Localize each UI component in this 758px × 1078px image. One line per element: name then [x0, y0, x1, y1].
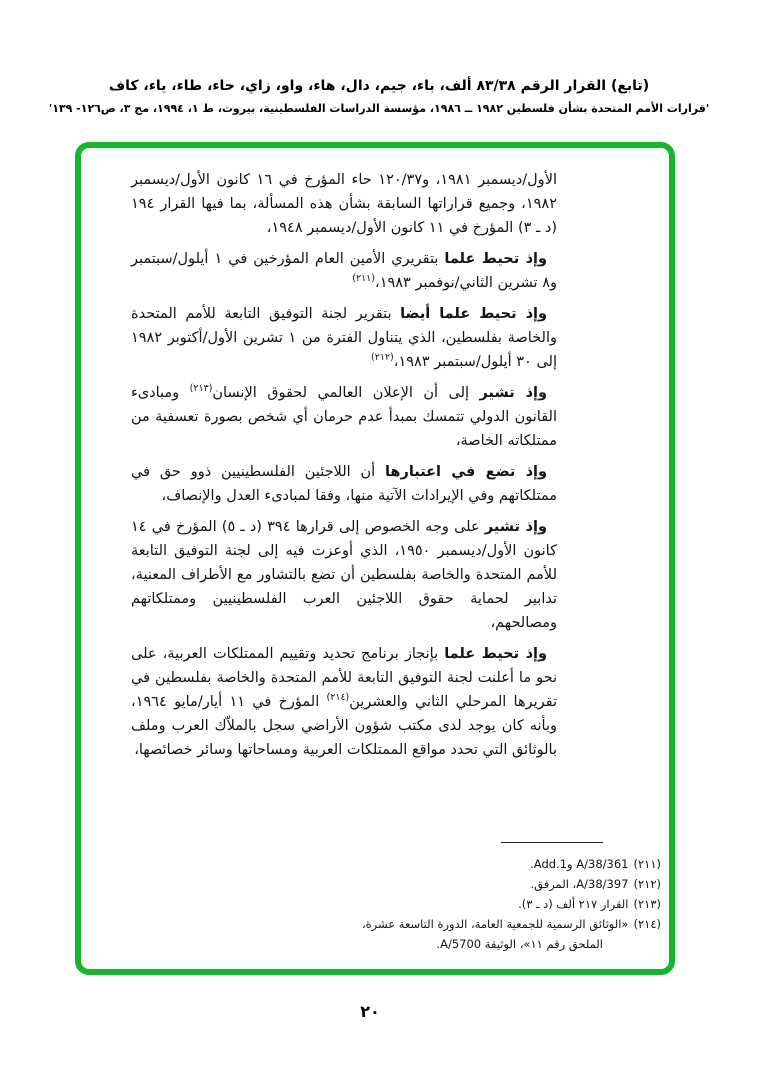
- paragraph-lead: وإذ تحيط علما: [444, 251, 547, 267]
- footnote-label: (٢١٢): [633, 877, 661, 891]
- paragraph-text: ومبادىء القانون الدولي تتمسك بمبدأ عدم حرمان أي شخص بصورة تعسفية من ممتلكاته الخاصة،: [131, 385, 557, 449]
- footnote-item: [361, 874, 661, 894]
- paragraph: [131, 168, 557, 240]
- page-header-citation: 'قرارات الأمم المتحدة بشأن فلسطين ١٩٨٢ ــ ١٩٨٦، مؤسسة الدراسات الفلسطينية، بيروت، ط ١، ١٩٩٤، مج ٣، ص١٢٦- ١٣٩': [48, 102, 710, 115]
- paragraph: [131, 302, 557, 374]
- footnote-text: A/38/397، المرفق.: [530, 877, 629, 891]
- footnote-text: «الوثائق الرسمية للجمعية العامة، الدورة التاسعة عشرة، الملحق رقم ١١»، الوثيقة A/5700.: [361, 917, 629, 951]
- footnotes: [361, 854, 661, 954]
- paragraph-text: المؤرخ في ١١ أيار/مايو ١٩٦٤، وبأنه كان يوجد لدى مكتب شؤون الأراضي سجل بالملاّك العرب وملف بالوثائق التي تحدد مواقع الممتلكات العربية ومساحاتها وسائر خصائصها،: [131, 694, 557, 758]
- page-number: ٢٠: [360, 1002, 380, 1021]
- paragraph-text: على وجه الخصوص إلى قرارها ٣٩٤ (د ـ ٥) المؤرخ في ١٤ كانون الأول/ديسمبر ١٩٥٠، الذي أوعزت فيه إلى لجنة التوفيق التابعة للأمم المتحدة والخاصة بفلسطين أن تضع بالتشاور مع الأطراف المعنية، تدابير لحماية حقوق اللاجئين العرب الفلسطينيين وممتلكاتهم ومصالحهم،: [131, 519, 558, 631]
- footnote-ref: (٢١٢): [371, 352, 394, 364]
- paragraph-text: إلى أن الإعلان العالمي لحقوق الإنسان: [212, 385, 480, 401]
- footnote-ref: (٢١٤): [326, 692, 350, 704]
- paragraph: [131, 381, 557, 453]
- footnote-item: [361, 894, 661, 914]
- page-header-title: (تابع) القرار الرقم ٨٣/٣٨ ألف، باء، جيم، دال، هاء، واو، زاي، حاء، طاء، ياء، كاف: [108, 78, 650, 94]
- footnote-item: [361, 854, 661, 874]
- paragraph-text: أن اللاجئين الفلسطينيين ذوو حق في ممتلكاتهم وفي الإيرادات الآتية منها، وفقا لمبادىء العدل والإنصاف،: [131, 464, 557, 504]
- paragraph-text: بتقريري الأمين العام المؤرخين في ١ أيلول/سبتمبر و٨ تشرين الثاني/نوفمبر ١٩٨٣،: [131, 251, 557, 291]
- footnote-ref: (٢١١): [352, 273, 375, 285]
- paragraph-text: بتقرير لجنة التوفيق التابعة للأمم المتحدة والخاصة بفلسطين، الذي يتناول الفترة من ١ تشرين الأول/أكتوبر ١٩٨٢ إلى ٣٠ أيلول/سبتمبر ١٩٨٣،: [131, 306, 557, 370]
- footnote-text: القرار ٢١٧ ألف (د ـ ٣).: [518, 897, 629, 911]
- body-paragraphs: [131, 168, 557, 769]
- page-header: [0, 78, 758, 115]
- paragraph-lead: وإذ تحيط علما أيضا: [400, 306, 547, 322]
- paragraph: [131, 515, 557, 635]
- resolution-box: [75, 142, 675, 975]
- paragraph-text: الأول/ديسمبر ١٩٨١، و١٢٠/٣٧ حاء المؤرخ في ١٦ كانون الأول/ديسمبر ١٩٨٢، وجميع قراراتها السابقة بشأن هذه المسألة، بما فيها القرار ١٩٤ (د ـ ٣) المؤرخ في ١١ كانون الأول/ديسمبر ١٩٤٨،: [131, 172, 557, 236]
- paragraph-lead: وإذ تشير: [479, 385, 547, 401]
- footnote-label: (٢١١): [633, 857, 661, 871]
- footnote-ref: (٢١٣): [189, 383, 213, 395]
- footnote-label: (٢١٤): [633, 917, 661, 931]
- paragraph-lead: وإذ تشير: [484, 519, 547, 535]
- paragraph-text: بإنجاز برنامج تحديد وتقييم الممتلكات العربية، على نحو ما أعلنت لجنة التوفيق التابعة للأمم المتحدة والخاصة بفلسطين في تقريرها المرحلي الثاني والعشرين: [131, 646, 558, 710]
- paragraph: [131, 642, 557, 762]
- footnote-item: [361, 914, 661, 954]
- paragraph-lead: وإذ تحيط علما: [444, 646, 547, 662]
- footnote-text: A/38/361 وAdd.1.: [530, 857, 629, 871]
- paragraph: [131, 247, 557, 295]
- footnote-separator: [501, 842, 603, 843]
- footnote-label: (٢١٣): [633, 897, 661, 911]
- paragraph: [131, 460, 557, 508]
- paragraph-lead: وإذ تضع في اعتبارها: [384, 464, 548, 480]
